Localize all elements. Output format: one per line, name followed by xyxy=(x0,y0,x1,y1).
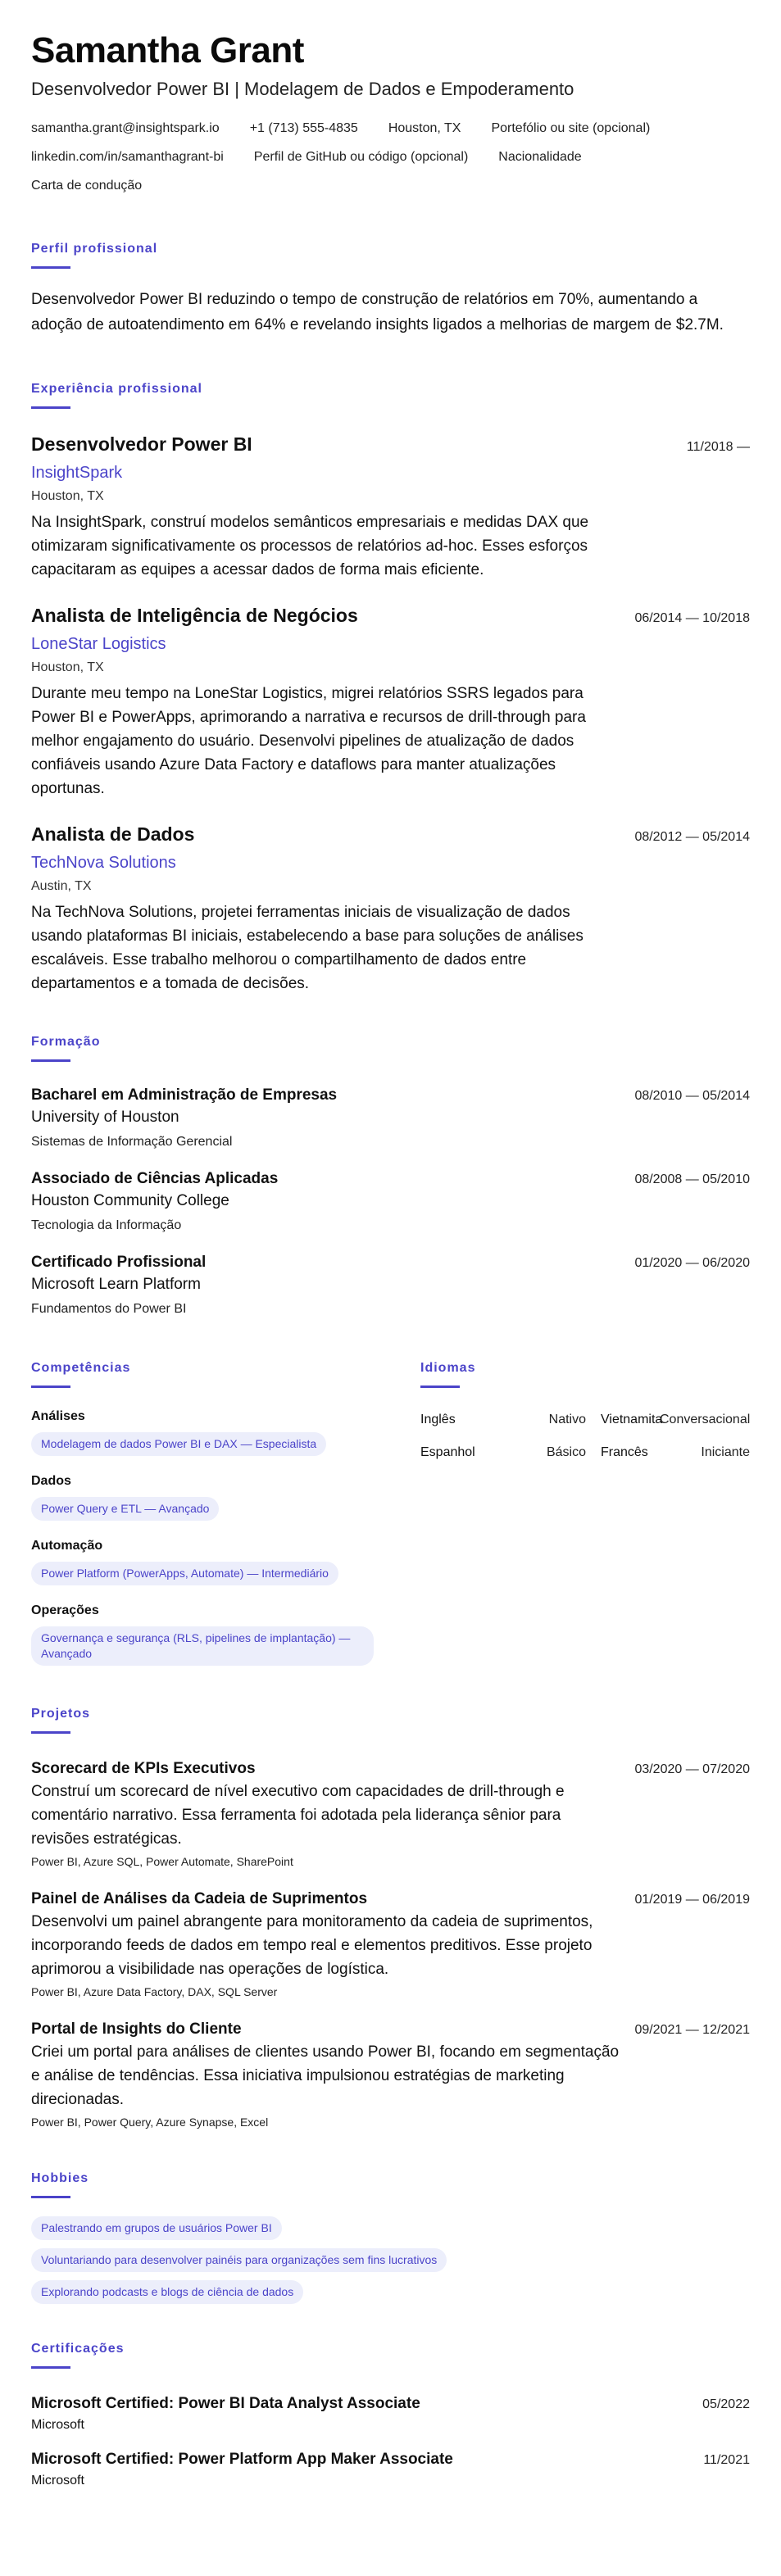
certifications-section xyxy=(31,2340,750,2490)
hobby-chip: Voluntariando para desenvolver painéis para organizações sem fins lucrativos xyxy=(31,2248,447,2272)
job-dates: 11/2018 — xyxy=(686,440,750,454)
project-item xyxy=(31,1758,750,1870)
education-dates: 01/2020 — 06/2020 xyxy=(634,1256,750,1270)
hobby-chip: Palestrando em grupos de usuários Power BI xyxy=(31,2216,282,2240)
project-item xyxy=(31,1889,750,2000)
section-divider xyxy=(420,1386,460,1388)
candidate-headline: Desenvolvedor Power BI | Modelagem de Dados e Empoderamento xyxy=(31,79,574,99)
section-divider xyxy=(31,2196,70,2198)
section-divider xyxy=(31,266,70,269)
experience-item xyxy=(31,822,750,995)
section-title: Certificações xyxy=(31,2342,125,2356)
project-name: Scorecard de KPIs Executivos xyxy=(31,1760,256,1777)
field-of-study: Sistemas de Informação Gerencial xyxy=(31,1135,233,1149)
education-item xyxy=(31,1252,750,1318)
job-description: Na InsightSpark, construí modelos semânticos empresariais e medidas DAX que otimizaram significativamente os processos de relatórios ad-hoc. Esses esforços capacitaram as equipes a acessar dados de forma mais eficiente. xyxy=(31,514,589,578)
skills-section xyxy=(31,1359,389,1666)
job-title: Analista de Inteligência de Negócios xyxy=(31,605,358,626)
skill-chip: Modelagem de dados Power BI e DAX — Especialista xyxy=(31,1432,326,1456)
language-name: Francês xyxy=(601,1445,648,1459)
experience-section xyxy=(31,380,750,995)
skill-chip: Governança e segurança (RLS, pipelines de implantação) — Avançado xyxy=(31,1626,374,1666)
field-of-study: Fundamentos do Power BI xyxy=(31,1302,187,1316)
education-section xyxy=(31,1033,750,1318)
project-name: Portal de Insights do Cliente xyxy=(31,2020,242,2038)
skill-group xyxy=(31,1537,389,1585)
skill-category: Automação xyxy=(31,1539,103,1553)
education-item xyxy=(31,1085,750,1151)
section-title: Idiomas xyxy=(420,1361,476,1375)
skill-group xyxy=(31,1602,389,1666)
institution-name: Houston Community College xyxy=(31,1192,229,1209)
project-tools: Power BI, Azure SQL, Power Automate, SharePoint xyxy=(31,1855,293,1868)
hobbies-section xyxy=(31,2170,750,2304)
contact-linkedin[interactable]: linkedin.com/in/samanthagrant-bi xyxy=(31,150,224,164)
project-item xyxy=(31,2019,750,2130)
job-location: Austin, TX xyxy=(31,879,92,893)
language-name: Espanhol xyxy=(420,1445,475,1459)
company-name[interactable]: TechNova Solutions xyxy=(31,854,176,872)
section-divider xyxy=(31,1731,70,1734)
section-divider xyxy=(31,406,70,409)
skill-chip: Power Query e ETL — Avançado xyxy=(31,1497,219,1521)
job-location: Houston, TX xyxy=(31,660,104,674)
job-title: Desenvolvedor Power BI xyxy=(31,433,252,455)
language-name: Vietnamita xyxy=(601,1413,663,1426)
education-item xyxy=(31,1168,750,1235)
job-dates: 06/2014 — 10/2018 xyxy=(634,611,750,625)
contact-portfolio[interactable]: Portefólio ou site (opcional) xyxy=(491,121,651,135)
job-title: Analista de Dados xyxy=(31,823,195,845)
certification-date: 05/2022 xyxy=(702,2397,750,2411)
project-tools: Power BI, Azure Data Factory, DAX, SQL Server xyxy=(31,1985,278,1998)
candidate-name: Samantha Grant xyxy=(31,30,304,70)
section-divider xyxy=(31,2366,70,2369)
language-level: Conversacional xyxy=(660,1413,751,1426)
degree-title: Certificado Profissional xyxy=(31,1254,207,1271)
section-divider xyxy=(31,1386,70,1388)
certification-issuer: Microsoft xyxy=(31,2474,84,2488)
project-description: Criei um portal para análises de clientes usando Power BI, focando em segmentação e análise de tendências. Essa iniciativa impulsionou estratégias de marketing direcionadas. xyxy=(31,2043,620,2108)
certification-item xyxy=(31,2393,750,2434)
education-dates: 08/2010 — 05/2014 xyxy=(634,1089,750,1103)
contact-list xyxy=(31,120,750,206)
company-name[interactable]: InsightSpark xyxy=(31,464,123,482)
certification-name: Microsoft Certified: Power BI Data Analyst Associate xyxy=(31,2395,420,2412)
job-description: Durante meu tempo na LoneStar Logistics, migrei relatórios SSRS legados para Power BI e PowerApps, aprimorando a narrativa e recursos de drill-through para melhor engajamento do usuário. Desenvolvi pipelines de atualização de dados confiáveis usando Azure Data Factory e dataflows para manter atualizações oportunas. xyxy=(31,685,586,797)
section-title: Formação xyxy=(31,1035,101,1049)
institution-name: University of Houston xyxy=(31,1109,179,1126)
project-tools: Power BI, Power Query, Azure Synapse, Excel xyxy=(31,2116,269,2129)
section-divider xyxy=(31,1059,70,1062)
field-of-study: Tecnologia da Informação xyxy=(31,1218,182,1232)
skill-category: Análises xyxy=(31,1409,85,1423)
experience-item xyxy=(31,603,750,800)
job-description: Na TechNova Solutions, projetei ferramentas iniciais de visualização de dados usando plataformas BI iniciais, estabelecendo a base para soluções de análises escaláveis. Esse trabalho melhorou o compartilhamento de dados entre departamentos e a tomada de decisões. xyxy=(31,904,583,992)
skill-chip: Power Platform (PowerApps, Automate) — Intermediário xyxy=(31,1562,338,1585)
company-name[interactable]: LoneStar Logistics xyxy=(31,635,166,653)
section-title: Perfil profissional xyxy=(31,242,158,256)
skill-group xyxy=(31,1472,389,1521)
languages-table xyxy=(420,1411,750,1462)
section-title: Experiência profissional xyxy=(31,382,202,396)
skills-languages-row xyxy=(31,1359,750,1666)
skill-group xyxy=(31,1408,389,1456)
project-dates: 01/2019 — 06/2019 xyxy=(634,1893,750,1907)
language-level: Básico xyxy=(546,1445,586,1459)
education-dates: 08/2008 — 05/2010 xyxy=(634,1172,750,1186)
contact-github[interactable]: Perfil de GitHub ou código (opcional) xyxy=(253,150,469,164)
languages-section xyxy=(420,1359,750,1666)
profile-section xyxy=(31,240,750,338)
section-title: Hobbies xyxy=(31,2171,89,2185)
contact-driving-license: Carta de condução xyxy=(31,179,143,193)
project-dates: 03/2020 — 07/2020 xyxy=(634,1762,750,1776)
contact-location: Houston, TX xyxy=(388,121,461,135)
certification-name: Microsoft Certified: Power Platform App Maker Associate xyxy=(31,2451,453,2468)
contact-email[interactable]: samantha.grant@insightspark.io xyxy=(31,121,220,135)
project-description: Desenvolvi um painel abrangente para monitoramento da cadeia de suprimentos, incorporando feeds de dados em tempo real e elementos preditivos. Esse projeto aprimorou a visibilidade nas operações de logística. xyxy=(31,1913,593,1978)
project-dates: 09/2021 — 12/2021 xyxy=(634,2023,750,2037)
institution-name: Microsoft Learn Platform xyxy=(31,1276,201,1293)
projects-section xyxy=(31,1705,750,2130)
language-level: Nativo xyxy=(548,1413,586,1426)
section-title: Competências xyxy=(31,1361,131,1375)
section-title: Projetos xyxy=(31,1707,91,1721)
hobby-chip: Explorando podcasts e blogs de ciência de dados xyxy=(31,2280,303,2304)
resume-header xyxy=(31,29,750,206)
degree-title: Associado de Ciências Aplicadas xyxy=(31,1170,279,1187)
project-description: Construí um scorecard de nível executivo com capacidades de drill-through e comentário narrativo. Essa ferramenta foi adotada pela liderança sênior para revisões estratégicas. xyxy=(31,1783,565,1848)
certification-date: 11/2021 xyxy=(703,2453,750,2467)
skill-category: Operações xyxy=(31,1603,99,1617)
profile-summary: Desenvolvedor Power BI reduzindo o tempo de construção de relatórios em 70%, aumentando a adoção de autoatendimento em 64% e revelando insights ligados a melhorias de margem de $2.7M. xyxy=(31,291,724,333)
skill-category: Dados xyxy=(31,1474,71,1488)
job-dates: 08/2012 — 05/2014 xyxy=(634,830,750,844)
language-level: Iniciante xyxy=(701,1445,750,1459)
certification-issuer: Microsoft xyxy=(31,2418,84,2432)
experience-item xyxy=(31,432,750,582)
certification-item xyxy=(31,2449,750,2490)
language-name: Inglês xyxy=(420,1413,456,1426)
job-location: Houston, TX xyxy=(31,489,104,503)
contact-phone[interactable]: +1 (713) 555-4835 xyxy=(249,121,358,135)
project-name: Painel de Análises da Cadeia de Suprimentos xyxy=(31,1890,368,1907)
degree-title: Bacharel em Administração de Empresas xyxy=(31,1086,338,1104)
contact-nationality: Nacionalidade xyxy=(498,150,582,164)
